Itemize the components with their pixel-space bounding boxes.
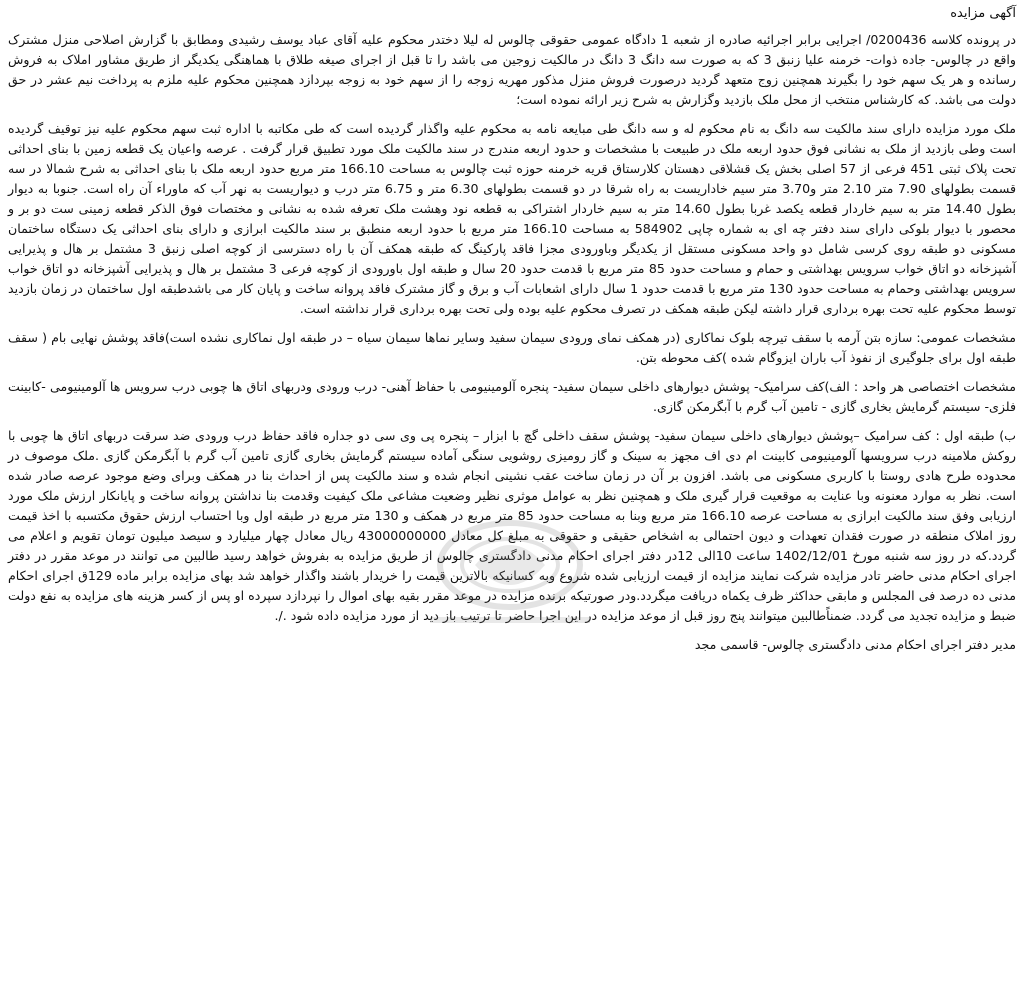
- notice-signature: مدیر دفتر اجرای احکام مدنی دادگستری چالوس- قاسمی مجد: [694, 637, 1016, 652]
- notice-title: آگهی مزایده: [950, 6, 1016, 21]
- notice-paragraph-intro: در پرونده کلاسه 0200436/ اجرایی برابر اجرائیه صادره از شعبه 1 دادگاه عمومی حقوقی چالوس له لیلا دختدر محکوم علیه آقای عباد یوسف رشیدی ومطابق با گزارش اصلاحی منزل مشترک واقع در چالوس- جاده ذوات- خرمنه علیا زنبق 3 که به صورت سه دانگ 3 دانگ در مالکیت زوجین می باشد را تا قبل از اجرای صیغه طلاق با هماهنگی یکدیگر از طریق مشاور املاک به فروش رسانده و هر یک سهم خود را بگیرند همچنین زوج متعهد گردید درصورت فروش منزل مذکور مهریه زوجه را از سهم خود به زوجه بپردازد همچنین محکوم علیه ملزم به پرداخت نیم عشر در حق دولت می باشد. که کارشناس منتخب از محل ملک بازدید وگزارش به شرح زیر ارائه نموده است؛: [8, 32, 1017, 107]
- notice-paragraph-first-floor-and-terms: ب) طبقه اول : کف سرامیک –پوشش دیوارهای داخلی سیمان سفید- پوشش سقف داخلی گچ با ابزار – پنجره پی وی سی دو جداره فاقد حفاظ درب ورودی ضد سرقت دربهای اتاق ها چوبی با روکش ملامینه درب سرویسها آلومینیومی کابینت ام دی اف مجهز به سینک و گاز رومیزی روشویی سنگی آماده سیستم گرمایش بخاری گازی تامین آب گرم با آبگرمکن گازی .ملک موصوف در محدوده طرح هادی روستا با کاربری مسکونی می باشد. افزون بر آن در زمان ساخت عقب نشینی انجام شده و سند مالکیت پس از احداث بنا در همکف وبرای وضع موجود عرصه صادر شده است. نظر به موارد معنونه وبا عنایت به موقعیت قرار گیری ملک و همچنین نظر به عوامل موثری نظیر وضعیت مشاعی ملک کیفیت وقدمت بنا نداشتن پروانه ساخت و پایانکار ارزش ملک مورد ارزیابی وفق سند مالکیت ابرازی به مساحت عرصه 166.10 متر مربع وبنا به مساحت حدود 85 متر مربع در همکف و 130 متر مربع در طبقه اول وبا احتساب ارزش حقوق مکتسبه با اخذ قیمت روز املاک منطقه در صورت فقدان تعهدات و دیون احتمالی به اشخاص حقیقی و حقوقی به مبلغ کل معادل 43000000000 ریال معادل چهار میلیارد و سیصد میلیون تومان تقویم و اعلام می گردد.که در روز سه شنبه مورخ 1402/12/01 ساعت 10الی 12در دفتر اجرای احکام مدنی دادگستری چالوس از طریق مزایده به بفروش خواهد رسید طالبین می توانند در موعد مقرر در دفتر اجرای احکام مدنی حاضر تادر مزایده شرکت نمایند مزایده از قیمت ارزیابی شده شروع وبه کسانیکه بالاترین قیمت را خریدار باشند واگذار خواهد شد بهای مزایده برابر ماده 129ق اجرای احکام مدنی ده درصد فی المجلس و مابقی حداکثر ظرف یکماه دریافت میگردد.ودر صورتیکه برنده مزایده در موعد مقرر بقیه بهای اموال را نپردازد سپرده او پس از کسر هزینه های مزایده به نفع دولت ضبط و مزایده تجدید می گردد. ضمناًطالبین میتوانند پنج روز قبل از موعد مزایده در این اجرا حاضر تا ترتیب باز دید از مورد مزایده داده شود ./.: [8, 428, 1017, 623]
- notice-paragraph-general-specs: مشخصات عمومی: سازه بتن آرمه با سقف تیرچه بلوک نماکاری (در همکف نمای ورودی سیمان سفید وسایر نماها سیمان سیاه – در طبقه اول نماکاری نشده است)فاقد پوشش نهایی بام ( سقف طبقه اول برای جلوگیری از نفوذ آب باران ایزوگام شده )کف محوطه بتن.: [8, 330, 1016, 365]
- notice-paragraph-unit-specs: مشخصات اختصاصی هر واحد : الف)کف سرامیک- پوشش دیوارهای داخلی سیمان سفید- پنجره آلومینیومی با حفاظ آهنی- درب ورودی ودربهای اتاق ها چوبی درب سرویس ها آلومینیومی -کابینت فلزی- سیستم گرمایش بخاری گازی - تامین آب گرم با آبگرمکن گازی.: [8, 379, 1016, 414]
- notice-paragraph-property: ملک مورد مزایده دارای سند مالکیت سه دانگ به نام محکوم له و سه دانگ طی مبایعه نامه به محکوم علیه واگذار گردیده است که طی مکاتبه با اداره ثبت سهم محکوم علیه نیز توقیف گردیده است وطی بازدید از ملک به نشانی فوق حدود اربعه ملک در طبیعت با مشخصات و حدود اربعه مندرج در سند مالکیت ملک مورد تطبیق قرار گرفت . عرصه واعیان یک قطعه زمین با بنای احداثی تحت پلاک ثبتی 451 فرعی از 57 اصلی بخش یک قشلاقی دهستان کلارستاق قریه خرمنه حوزه ثبت چالوس به مساحت 166.10 متر مربع حدود اربعه ملک با بنای احداثی به شرح شمالا در سه قسمت بطولهای 7.90 متر 2.10 متر و3.70 متر سیم خاداریست به راه شرقا در دو قسمت بطولهای 6.30 متر و 6.75 متر درب و دیواریست به نهر آب که ماوراء آن راه است. جنوبا به دیوار بطول 14.40 متر به سیم خاردار قطعه یکصد غربا بطول 14.60 متر به سیم خاردار اشتراکی به قطعه نود وهشت ملک تعرفه شده به نشانی و مختصات فوق الذکر قطعه زمینی ست دو بر و محصور با دیوار بلوکی دارای سند دفتر چه ای به شماره چاپی 584902 به مساحت 166.10 متر مربع با حدود اربعه منطبق بر سند مالکیت ابرازی و دارای بنای احداثی یک دستگاه ساختمان مسکونی دو طبقه روی کرسی شامل دو واحد مسکونی مستقل از یکدیگر وباورودی مجزا فاقد پارکینگ که طبقه همکف آن با راه دسترسی از کوچه اصلی زنبق 3 مشتمل بر هال و پذیرایی آشپزخانه دو اتاق خواب سرویس بهداشتی و حمام و مساحت حدود 85 متر مربع با قدمت حدود 20 سال و طبقه اول باورودی از کوچه فرعی 3 مشتمل بر هال و پذیرایی آشپزخانه دو اتاق خواب سرویس بهداشتی وحمام به مساحت حدود 130 متر مربع با قدمت حدود 1 سال دارای اشعابات آب و برق و گاز مشترک فاقد پروانه ساخت و پایان کار می باشدطبقه اول ساختمان در زمان بازدید توسط محکوم علیه تحت بهره برداری قرار داشته لیکن طبقه همکف در تصرف محکوم علیه بوده ولی تحت بهره برداری قرار نداشته است.: [8, 121, 1017, 316]
